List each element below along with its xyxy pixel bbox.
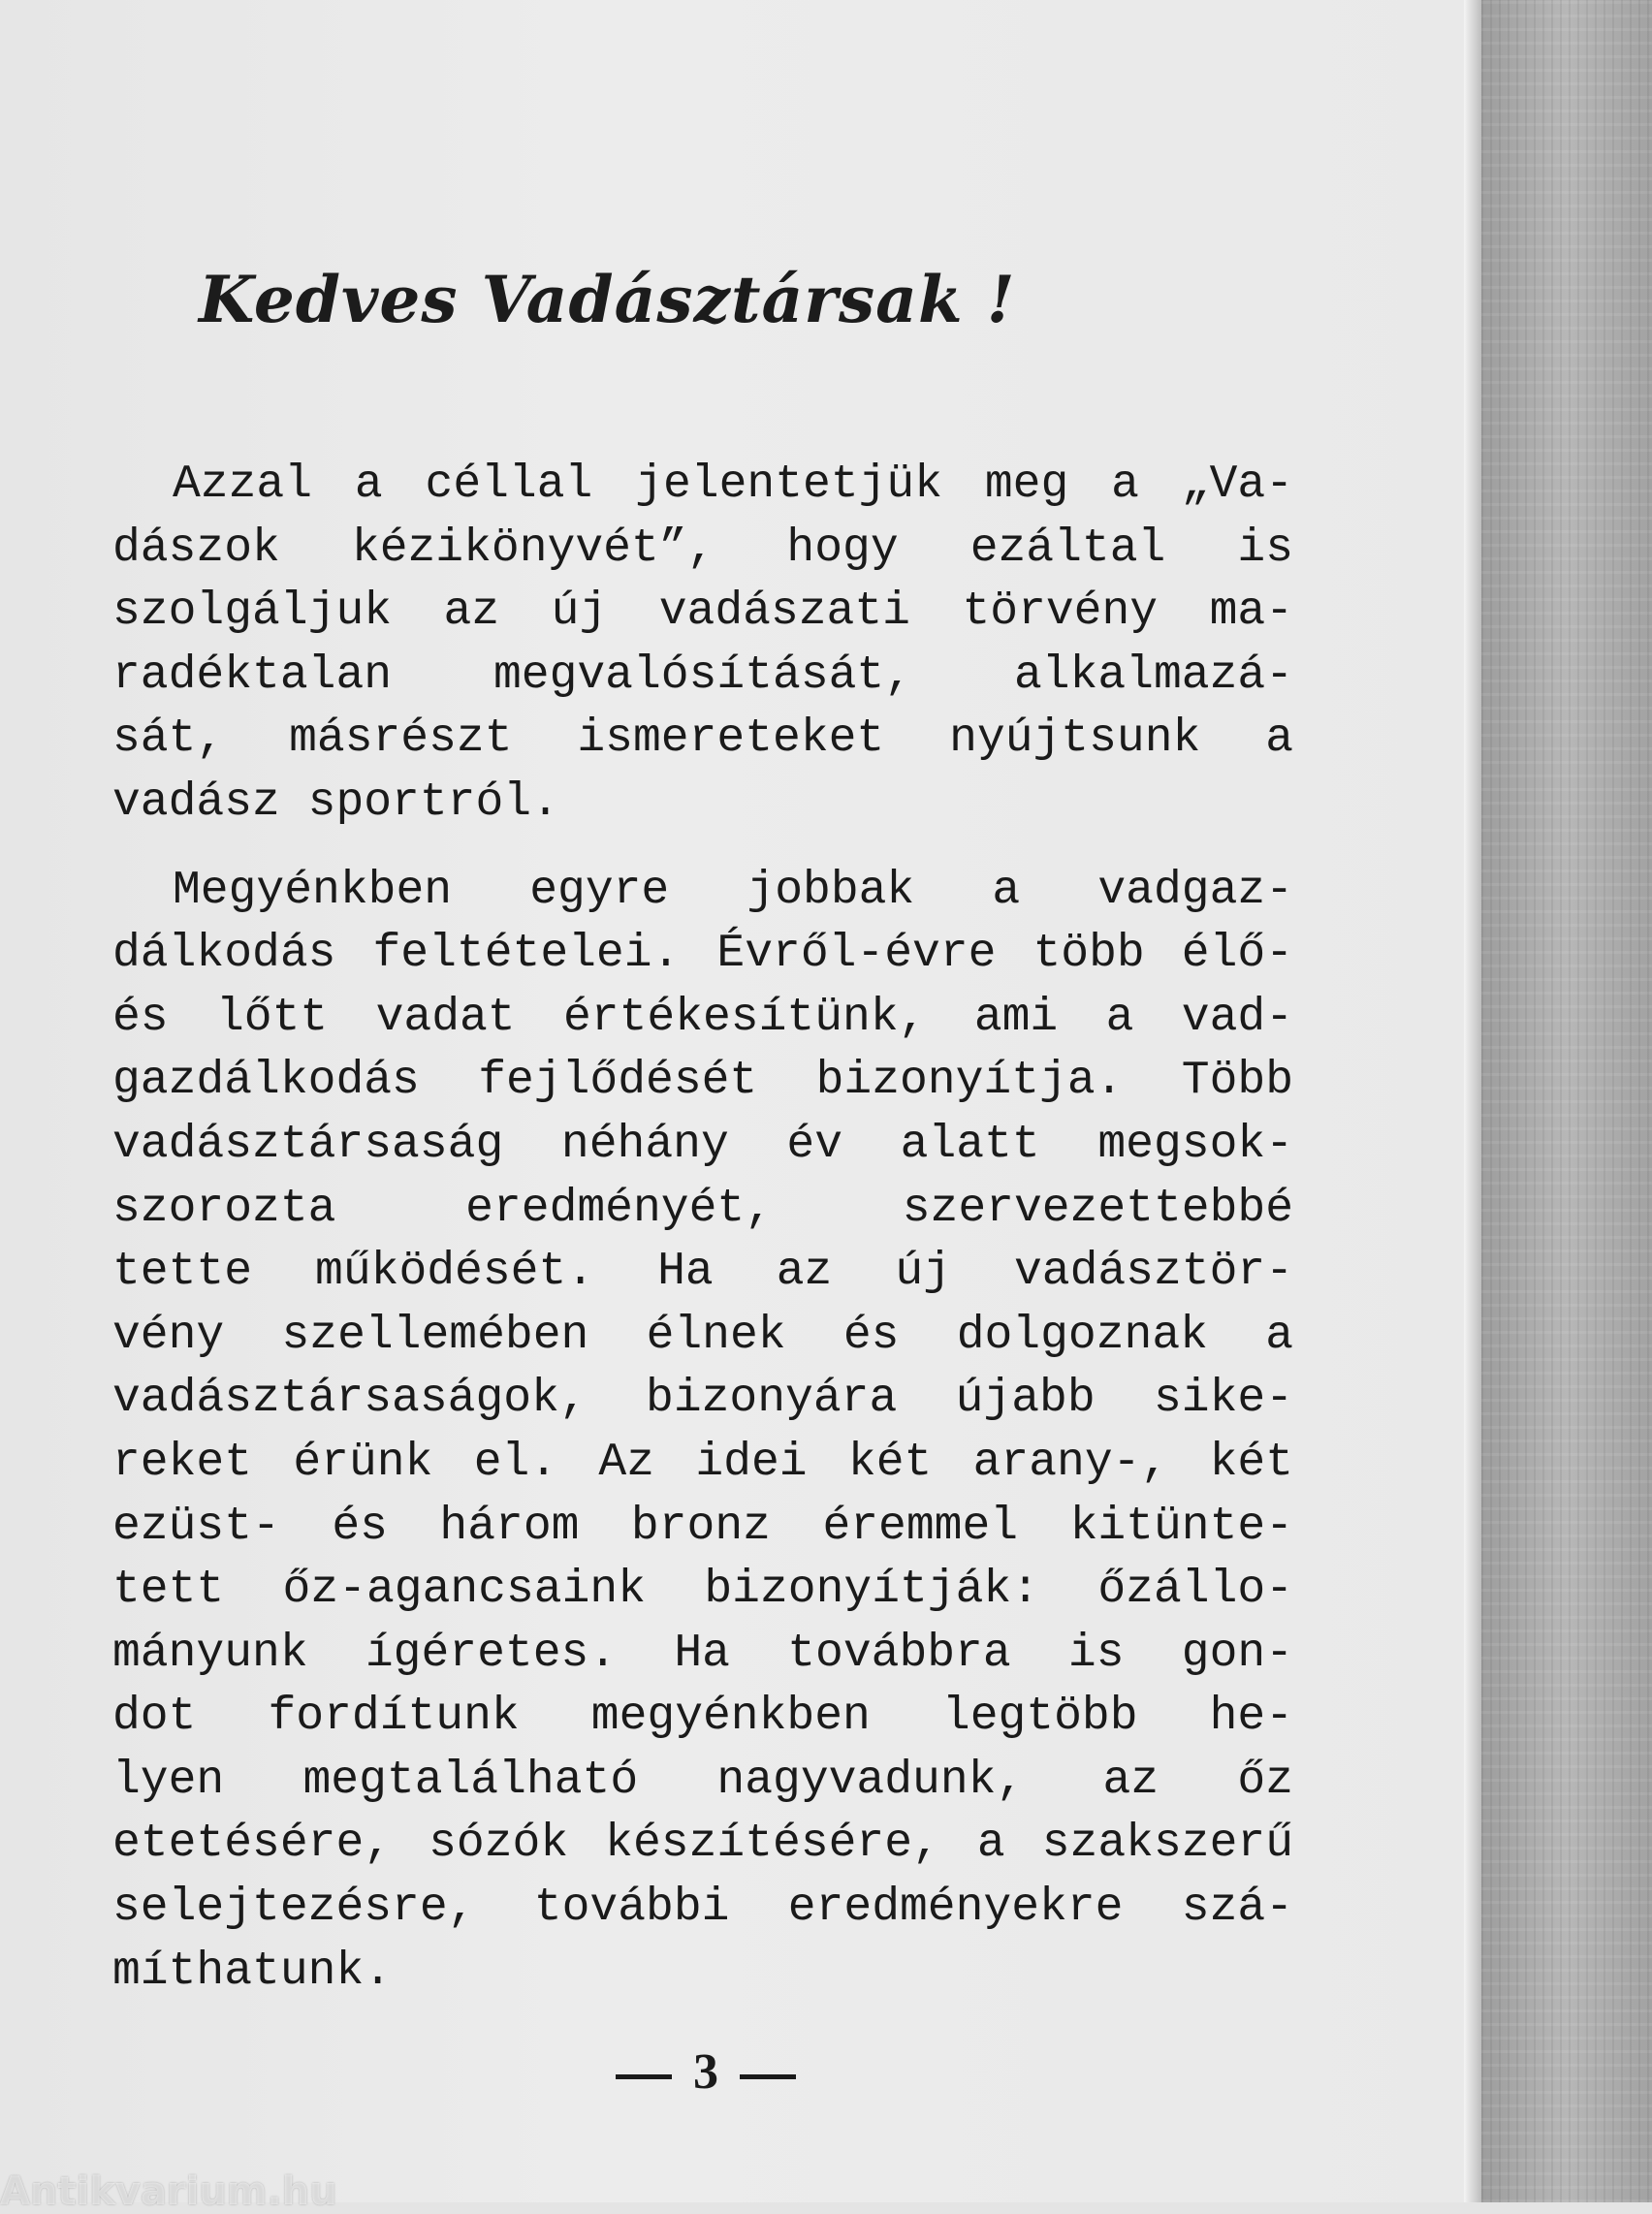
text-line: radéktalan megvalósítását, alkalmazá-	[112, 648, 1293, 702]
text-line: vadásztársaságok, bizonyára újabb sike-	[112, 1373, 1293, 1426]
text-line: vadász sportról.	[112, 775, 559, 829]
text-line: és lőtt vadat értékesítünk, ami a vad-	[112, 991, 1293, 1044]
dash-left	[616, 2074, 672, 2079]
text-line: dot fordítunk megyénkben legtöbb he-	[112, 1691, 1293, 1744]
text-line: Megyénkben egyre jobbak a vadgaz-	[173, 864, 1293, 917]
page-number-value: 3	[693, 2044, 718, 2100]
page-heading: Kedves Vadásztársak !	[199, 262, 1016, 337]
paragraph-1	[112, 454, 1293, 836]
text-line: dálkodás feltételei. Évről-évre több élő-	[112, 928, 1293, 981]
text-line: dászok kézikönyvét”, hogy ezáltal is	[112, 522, 1293, 575]
background-surface	[1481, 0, 1652, 2202]
text-line: szolgáljuk az új vadászati törvény ma-	[112, 585, 1293, 639]
text-line: Azzal a céllal jelentetjük meg a „Va-	[173, 459, 1293, 511]
text-line: tette működését. Ha az új vadásztör-	[112, 1246, 1293, 1299]
text-line: míthatunk.	[112, 1945, 393, 1998]
text-line: szorozta eredményét, szervezettebbé	[112, 1182, 1293, 1235]
text-line: gazdálkodás fejlődését bizonyítja. Több	[112, 1055, 1293, 1108]
text-line: vadásztársaság néhány év alatt megsok-	[112, 1118, 1293, 1171]
text-line: tett őz-agancsaink bizonyítják: őzállo-	[112, 1564, 1293, 1617]
text-line: mányunk ígéretes. Ha továbbra is gon-	[112, 1627, 1293, 1680]
text-line: selejtezésre, további eredményekre szá-	[112, 1882, 1293, 1935]
watermark: Antikvarium.hu	[0, 2169, 337, 2214]
text-line: etetésére, sózók készítésére, a szakszerű	[112, 1818, 1293, 1871]
dash-right	[740, 2074, 796, 2079]
page-edge	[1464, 0, 1481, 2202]
body-text	[112, 454, 1293, 2004]
text-line: lyen megtalálható nagyvadunk, az őz	[112, 1754, 1293, 1807]
text-line: reket érünk el. Az idei két arany-, két	[112, 1436, 1293, 1489]
page-number	[0, 2043, 1412, 2101]
text-line: vény szellemében élnek és dolgoznak a	[112, 1309, 1293, 1362]
text-line: sát, másrészt ismereteket nyújtsunk a	[112, 712, 1293, 766]
paragraph-2	[112, 860, 1293, 2005]
text-line: ezüst- és három bronz éremmel kitünte-	[112, 1500, 1293, 1553]
